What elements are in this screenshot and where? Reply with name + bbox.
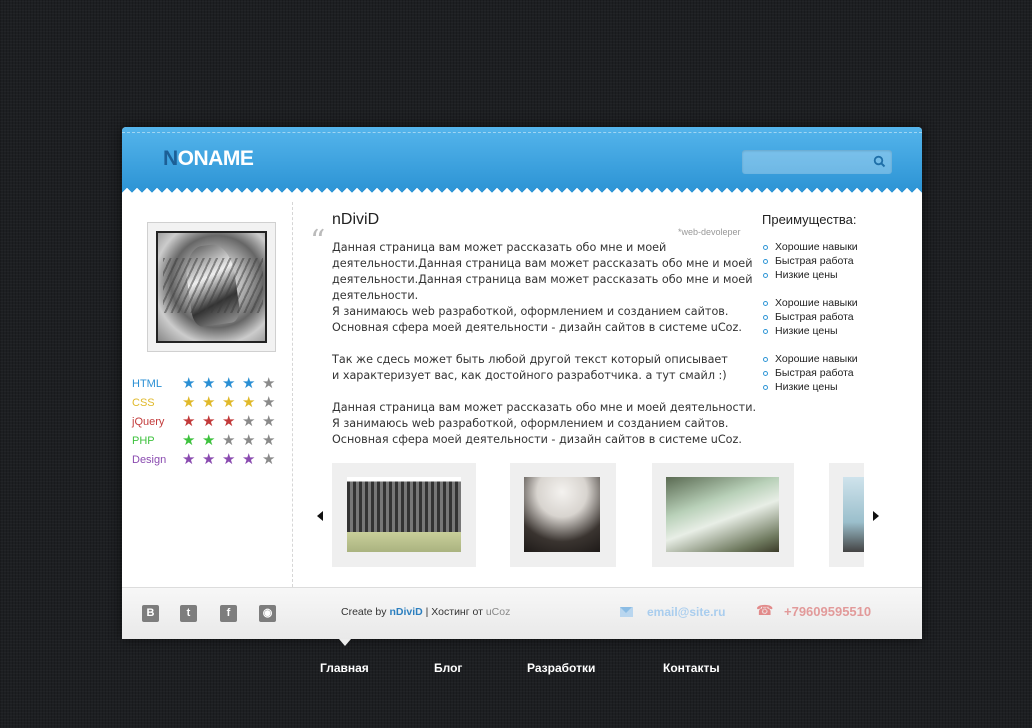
skill-rating bbox=[182, 376, 282, 391]
profile-sidebar bbox=[122, 202, 292, 587]
thumbnail-image bbox=[524, 477, 600, 552]
star-icon: ★ bbox=[242, 393, 256, 411]
star-icon: ★ bbox=[182, 450, 196, 468]
star-icon: ★ bbox=[182, 374, 196, 392]
phone-icon: ☎ bbox=[756, 603, 774, 619]
mail-icon bbox=[620, 607, 633, 617]
twitter-icon[interactable]: t bbox=[180, 605, 197, 622]
search-input[interactable] bbox=[742, 150, 862, 174]
benefit-item: Быстрая работа bbox=[762, 310, 912, 324]
skill-row bbox=[132, 393, 282, 412]
star-icon: ★ bbox=[202, 374, 216, 392]
star-icon: ★ bbox=[262, 450, 276, 468]
skills-list bbox=[132, 374, 282, 469]
skill-rating bbox=[182, 395, 282, 410]
benefits-panel bbox=[762, 212, 912, 408]
star-icon: ★ bbox=[242, 374, 256, 392]
gallery-thumbnail[interactable] bbox=[510, 463, 616, 567]
about-paragraph: Так же сдесь может быть любой другой текст который описывает и характеризует вас, как достойного разработчика. а тут смайл :) bbox=[332, 353, 728, 382]
vk-icon[interactable]: В bbox=[142, 605, 159, 622]
phone-number: +79609595510 bbox=[784, 604, 872, 619]
star-icon: ★ bbox=[262, 431, 276, 449]
star-icon: ★ bbox=[222, 374, 236, 392]
benefit-item: Низкие цены bbox=[762, 268, 912, 282]
gallery-thumbnail[interactable] bbox=[652, 463, 794, 567]
credit-prefix: Create by bbox=[341, 606, 390, 618]
logo-text: ONAME bbox=[177, 147, 254, 170]
skill-rating bbox=[182, 452, 282, 467]
benefit-item: Хорошие навыки bbox=[762, 296, 912, 310]
benefit-item: Хорошие навыки bbox=[762, 352, 912, 366]
skill-row bbox=[132, 431, 282, 450]
skill-name: HTML bbox=[132, 377, 162, 390]
benefit-group bbox=[762, 352, 912, 394]
role-label: *web-devoleper bbox=[678, 227, 741, 237]
portfolio-gallery bbox=[312, 463, 864, 567]
star-icon: ★ bbox=[242, 450, 256, 468]
logo-initial: N bbox=[163, 147, 178, 170]
star-icon: ★ bbox=[242, 431, 256, 449]
star-icon: ★ bbox=[222, 393, 236, 411]
gallery-thumbnail[interactable] bbox=[829, 463, 864, 567]
star-icon: ★ bbox=[262, 412, 276, 430]
avatar-frame bbox=[147, 222, 276, 352]
credit-middle: | Хостинг от bbox=[422, 606, 486, 618]
page-title: nDiviD bbox=[332, 211, 380, 228]
star-icon: ★ bbox=[262, 374, 276, 392]
gallery-thumbnail[interactable] bbox=[332, 463, 476, 567]
star-icon: ★ bbox=[222, 412, 236, 430]
benefit-item: Низкие цены bbox=[762, 324, 912, 338]
benefit-item: Быстрая работа bbox=[762, 366, 912, 380]
about-paragraph: Данная страница вам может рассказать обо мне и моей деятельности. Я занимаюсь web разработкой, оформлением и созданием сайтов. Основная сфера моей деятельности - дизайн сайтов в системе uCoz. bbox=[332, 401, 757, 446]
search-icon[interactable] bbox=[873, 155, 886, 168]
skill-name: jQuery bbox=[132, 415, 165, 428]
rss-icon[interactable]: ◉ bbox=[259, 605, 276, 622]
benefit-group bbox=[762, 240, 912, 282]
skill-name: Design bbox=[132, 453, 167, 466]
benefit-group bbox=[762, 296, 912, 338]
star-icon: ★ bbox=[202, 412, 216, 430]
skill-row bbox=[132, 374, 282, 393]
avatar bbox=[156, 231, 267, 343]
benefit-item: Хорошие навыки bbox=[762, 240, 912, 254]
thumbnail-image bbox=[666, 477, 779, 552]
nav-item-blog[interactable]: Блог bbox=[434, 661, 463, 675]
header-bar bbox=[122, 127, 922, 187]
footer-bar bbox=[122, 587, 922, 639]
star-icon: ★ bbox=[202, 431, 216, 449]
star-icon: ★ bbox=[222, 450, 236, 468]
nav-item-projects[interactable]: Разработки bbox=[527, 661, 596, 675]
star-icon: ★ bbox=[202, 450, 216, 468]
star-icon: ★ bbox=[182, 393, 196, 411]
star-icon: ★ bbox=[242, 412, 256, 430]
nav-item-home[interactable]: Главная bbox=[320, 661, 369, 675]
skill-rating bbox=[182, 414, 282, 429]
about-paragraph: Данная страница вам может рассказать обо мне и моей деятельности.Данная страница вам может рассказать обо мне и моей деятельности.Данная страница вам может рассказать обо мне и моей деятельности. Я занимаюсь web разработкой, оформлением и созданием сайтов. Основная сфера моей деятельности - дизайн сайтов в системе uCoz. bbox=[332, 241, 753, 334]
footer-credit bbox=[341, 606, 510, 618]
benefit-item: Быстрая работа bbox=[762, 254, 912, 268]
skill-rating bbox=[182, 433, 282, 448]
email-link[interactable]: email@site.ru bbox=[647, 605, 726, 619]
search-box bbox=[742, 150, 892, 174]
site-logo[interactable] bbox=[163, 147, 253, 171]
facebook-icon[interactable]: f bbox=[220, 605, 237, 622]
skill-name: PHP bbox=[132, 434, 155, 447]
star-icon: ★ bbox=[182, 412, 196, 430]
skill-row bbox=[132, 412, 282, 431]
thumbnail-image bbox=[843, 477, 864, 552]
active-nav-pointer bbox=[339, 639, 351, 646]
skill-name: CSS bbox=[132, 396, 155, 409]
star-icon: ★ bbox=[182, 431, 196, 449]
author-link[interactable]: nDiviD bbox=[389, 606, 423, 618]
thumbnail-image bbox=[347, 477, 461, 552]
skill-row bbox=[132, 450, 282, 469]
page-card bbox=[122, 127, 922, 639]
host-link[interactable]: uCoz bbox=[485, 606, 511, 618]
star-icon: ★ bbox=[222, 431, 236, 449]
about-text bbox=[332, 240, 762, 464]
quote-icon: “ bbox=[310, 224, 326, 259]
star-icon: ★ bbox=[262, 393, 276, 411]
gallery-next-button[interactable] bbox=[873, 511, 879, 521]
benefit-item: Низкие цены bbox=[762, 380, 912, 394]
star-icon: ★ bbox=[202, 393, 216, 411]
nav-item-contacts[interactable]: Контакты bbox=[663, 661, 720, 675]
benefits-title: Преимущества: bbox=[762, 212, 857, 227]
